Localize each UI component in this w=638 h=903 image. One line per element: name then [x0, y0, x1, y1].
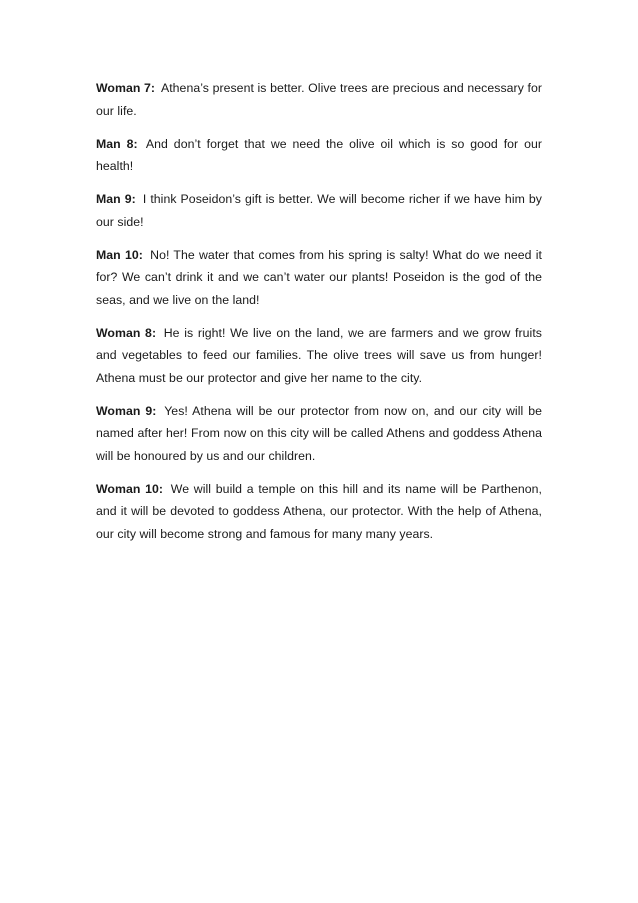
dialogue-text: I think Poseidon’s gift is better. We will become richer if we have him by our side!	[96, 192, 543, 229]
dialogue-paragraph-man-9	[96, 188, 542, 233]
dialogue-text: Yes! Athena will be our protector from now on, and our city will be named after her! From now on this city will be called Athens and goddess Athena will be honoured by us and our children.	[96, 403, 542, 463]
dialogue-text: Athena’s present is better. Olive trees are precious and necessary for our life.	[96, 81, 542, 118]
dialogue-paragraph-man-8	[96, 133, 542, 178]
speaker-label: Woman 8:	[96, 325, 157, 340]
speaker-label: Man 9:	[96, 192, 136, 206]
speaker-label: Woman 9:	[96, 403, 157, 418]
speaker-label: Man 8:	[96, 136, 138, 151]
speaker-label: Woman 10:	[96, 481, 164, 496]
dialogue-text: No! The water that comes from his spring is salty! What do we need it for? We can’t drink it and we can’t water our plants! Poseidon is the god of the seas, and we live on the land!	[96, 247, 543, 307]
document-page	[96, 77, 542, 556]
dialogue-paragraph-woman-9	[96, 400, 542, 468]
dialogue-paragraph-woman-10	[96, 478, 542, 546]
dialogue-paragraph-woman-8	[96, 322, 542, 390]
dialogue-paragraph-man-10	[96, 244, 542, 312]
dialogue-text: He is right! We live on the land, we are farmers and we grow fruits and vegetables to feed our families. The olive trees will save us from hunger! Athena must be our protector and give her name to the city.	[96, 325, 543, 385]
speaker-label: Man 10:	[96, 247, 143, 262]
dialogue-text: We will build a temple on this hill and its name will be Parthenon, and it will be devoted to goddess Athena, our protector. With the help of Athena, our city will become strong and famous for many many years.	[96, 481, 543, 541]
dialogue-paragraph-woman-7	[96, 77, 542, 122]
speaker-label: Woman 7:	[96, 81, 156, 95]
dialogue-text: And don’t forget that we need the olive oil which is so good for our health!	[96, 136, 543, 173]
